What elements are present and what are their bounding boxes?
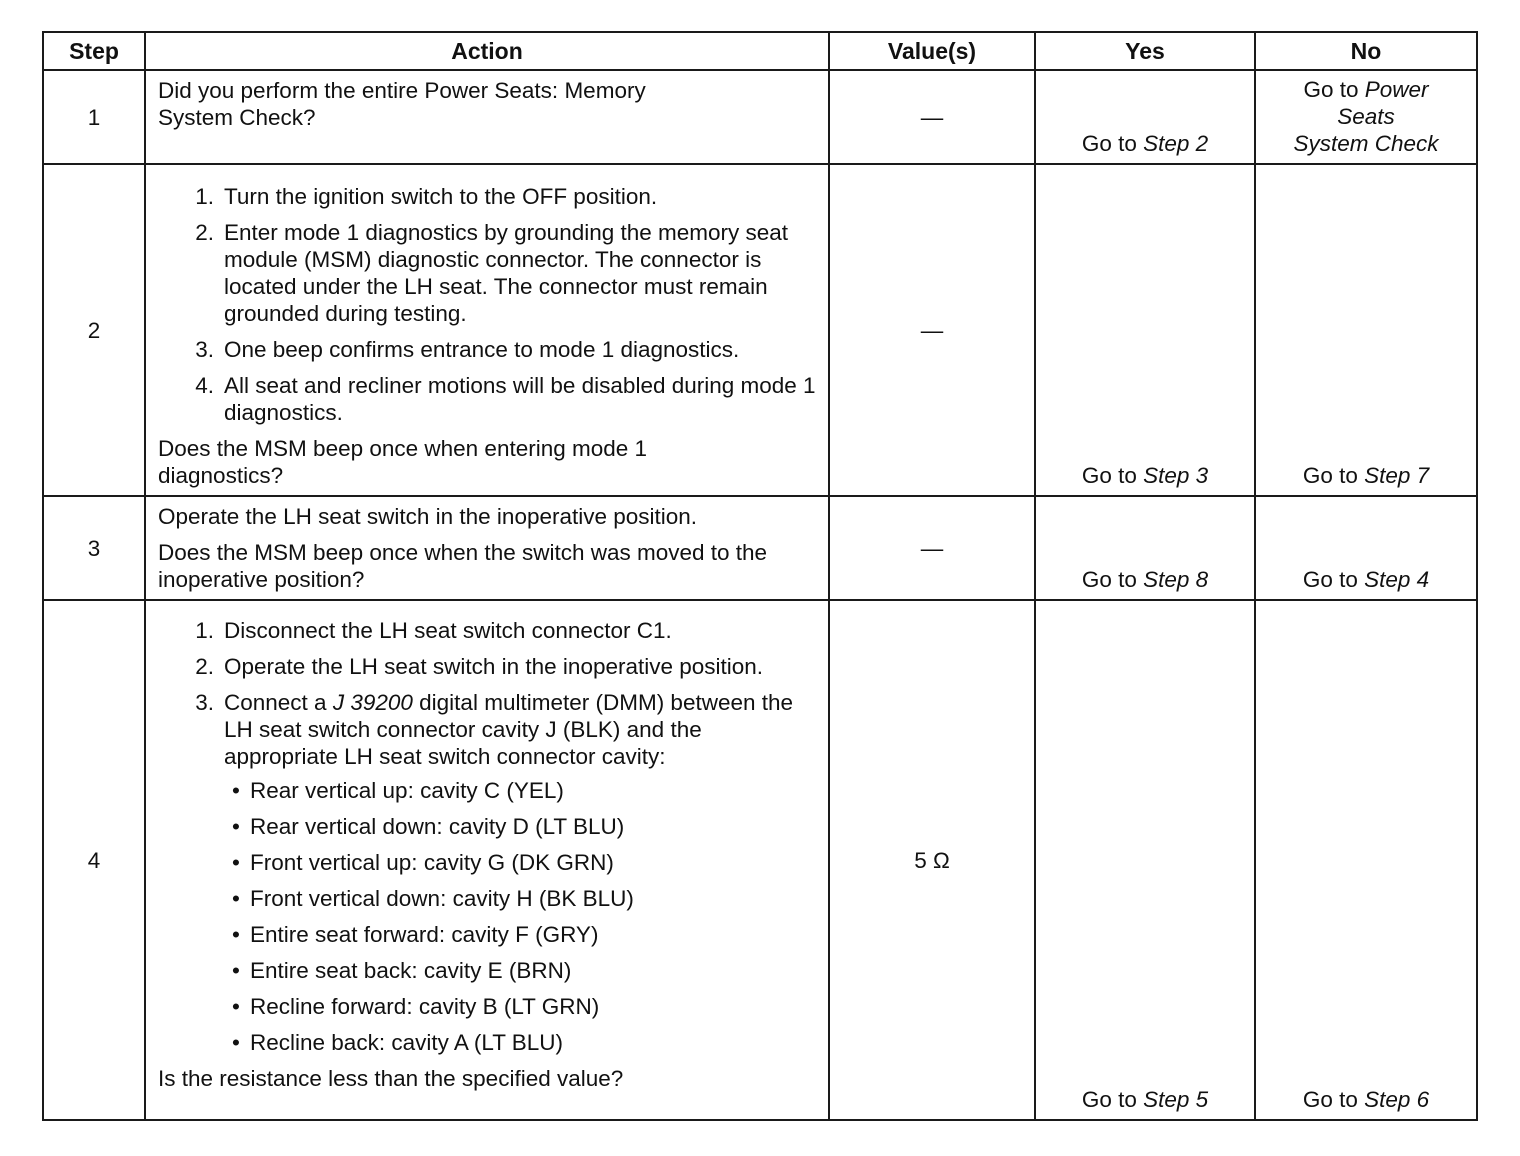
question-text: Is the resistance less than the specified value?: [158, 1066, 624, 1091]
numbered-list: [158, 617, 818, 1056]
value-cell: —: [829, 70, 1035, 164]
yes-step-link[interactable]: Step 3: [1143, 463, 1209, 488]
no-prefix: Go to: [1303, 77, 1365, 102]
bullet-item: • Recline back: cavity A (LT BLU): [232, 1030, 564, 1055]
bullet-item: • Front vertical up: cavity G (DK GRN): [232, 850, 614, 875]
yes-prefix: Go to: [1081, 567, 1144, 592]
yes-cell: [1035, 70, 1255, 164]
no-ref-line-3[interactable]: System Check: [1293, 131, 1439, 156]
header-values: Value(s): [829, 32, 1035, 70]
step-number: 3: [43, 496, 145, 600]
diagnostic-page: [42, 31, 1476, 1115]
table-row-step-1: [43, 70, 1477, 164]
bullet-item: • Entire seat back: cavity E (BRN): [232, 958, 572, 983]
bullet-item: • Rear vertical up: cavity C (YEL): [232, 778, 564, 803]
value-cell: 5 Ω: [829, 600, 1035, 1120]
step-number: 2: [43, 164, 145, 496]
no-ref-line-2[interactable]: Seats: [1337, 104, 1395, 129]
bullet-item: • Rear vertical down: cavity D (LT BLU): [232, 814, 625, 839]
header-no: No: [1255, 32, 1477, 70]
yes-step-link[interactable]: Step 2: [1143, 131, 1209, 156]
no-step-link[interactable]: Step 4: [1364, 567, 1430, 592]
table-row-step-3: [43, 496, 1477, 600]
list-item: 2 . Enter mode 1 diagnostics by grounding the memory seat module (MSM) diagnostic connector. The connector is located under the LH seat. The connector must remain grounded during testing.: [158, 219, 818, 327]
table-row-step-2: [43, 164, 1477, 496]
value-cell: —: [829, 164, 1035, 496]
step-number: 1: [43, 70, 145, 164]
yes-step-link[interactable]: Step 5: [1143, 1087, 1209, 1112]
no-cell: [1255, 600, 1477, 1120]
no-step-link[interactable]: Step 7: [1364, 463, 1430, 488]
table-header-row: [43, 32, 1477, 70]
yes-cell: [1035, 164, 1255, 496]
yes-prefix: Go to: [1081, 1087, 1144, 1112]
yes-step-link[interactable]: Step 8: [1143, 567, 1209, 592]
action-cell: [145, 164, 829, 496]
list-item: 3 . One beep confirms entrance to mode 1 diagnostics.: [158, 336, 818, 363]
header-step: Step: [43, 32, 145, 70]
tool-reference: J 39200: [332, 690, 413, 715]
numbered-list: [158, 183, 818, 426]
diagnostic-table: [42, 31, 1478, 1121]
no-cell: [1255, 496, 1477, 600]
bullet-item: • Entire seat forward: cavity F (GRY): [232, 922, 599, 947]
action-cell: [145, 600, 829, 1120]
list-item: 4 . All seat and recliner motions will be disabled during mode 1 diagnostics.: [158, 372, 818, 426]
list-item: 3 . Connect a J 39200 digital multimeter (DMM) between the LH seat switch connector cavity J (BLK) and the appropriate LH seat switch connector cavity: • Rear vertical up: cavity C (YEL) • Rear vertical down: cavity D (LT BLU) • Front vertical up: cavity G (DK GRN) • Front vertical down: cavity H (BK BLU) • Entire seat forward: cavity F (GRY) • Entire seat back: cavity E (BRN) • Recline forward: cavity B (LT GRN) • Recline back: cavity A (LT BLU): [158, 689, 818, 1056]
no-step-link[interactable]: Step 6: [1364, 1087, 1430, 1112]
yes-prefix: Go to: [1081, 131, 1144, 156]
bullet-item: • Front vertical down: cavity H (BK BLU): [232, 886, 634, 911]
header-yes: Yes: [1035, 32, 1255, 70]
question-text: Does the MSM beep once when the switch was moved to the inoperative position?: [158, 540, 768, 592]
step-number: 4: [43, 600, 145, 1120]
no-cell: [1255, 164, 1477, 496]
table-row-step-4: [43, 600, 1477, 1120]
instruction-text: Operate the LH seat switch in the inoperative position.: [158, 504, 698, 529]
question-text: Does the MSM beep once when entering mode 1 diagnostics?: [158, 436, 648, 488]
header-action: Action: [145, 32, 829, 70]
no-prefix: Go to: [1302, 567, 1365, 592]
no-cell: [1255, 70, 1477, 164]
yes-cell: [1035, 496, 1255, 600]
yes-prefix: Go to: [1081, 463, 1144, 488]
list-item: 2 . Operate the LH seat switch in the inoperative position.: [158, 653, 818, 680]
action-cell: [145, 70, 829, 164]
no-prefix: Go to: [1302, 1087, 1365, 1112]
action-cell: [145, 496, 829, 600]
value-cell: —: [829, 496, 1035, 600]
no-prefix: Go to: [1302, 463, 1365, 488]
list-item: 1 . Disconnect the LH seat switch connector C1.: [158, 617, 818, 644]
cavity-bullet-list: [224, 777, 818, 1056]
bullet-item: • Recline forward: cavity B (LT GRN): [232, 994, 600, 1019]
yes-cell: [1035, 600, 1255, 1120]
list-item: 1 . Turn the ignition switch to the OFF position.: [158, 183, 818, 210]
question-text: Did you perform the entire Power Seats: Memory System Check?: [158, 78, 646, 130]
no-ref-line-1[interactable]: Power: [1364, 77, 1429, 102]
